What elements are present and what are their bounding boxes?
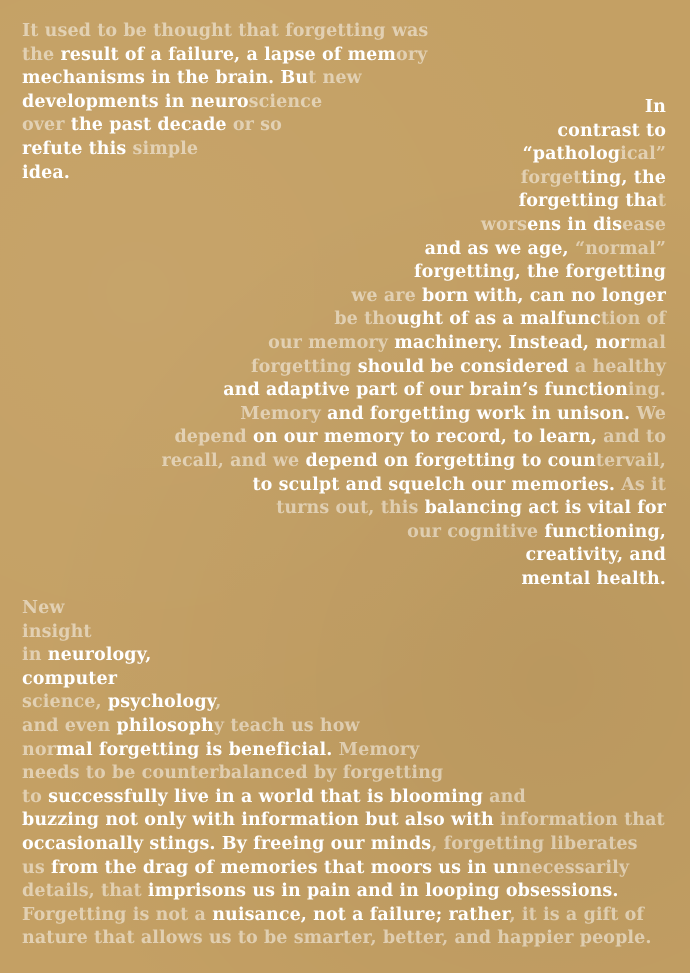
text-segment-bright: ting, the: [581, 167, 666, 188]
text-segment-bright: forgetting tha: [518, 191, 658, 212]
text-segment-faded: As it: [615, 474, 666, 495]
text-segment-bright: developments in neuro: [22, 91, 249, 112]
text-line: [146, 450, 666, 474]
text-segment-bright: successfully live in a world that is blooming: [48, 786, 483, 807]
text-segment-bright: should be considered: [357, 356, 575, 377]
text-line: [22, 715, 682, 739]
text-segment-faded: over: [22, 115, 71, 136]
text-segment-faded: recall, and we: [161, 450, 306, 471]
text-line: [22, 691, 682, 715]
text-line: [22, 20, 442, 44]
text-segment-bright: functioning,: [544, 521, 666, 542]
text-segment-faded: in: [22, 645, 48, 666]
paragraph-new-insight: [22, 597, 682, 951]
paragraph-normal-forgetting: [146, 96, 666, 591]
text-segment-bright: occasionally stings. By freeing our minds: [22, 833, 432, 854]
text-segment-faded: It used to be thought that forgetting was: [22, 21, 429, 41]
text-segment-faded: depend: [174, 427, 253, 448]
text-line: [146, 261, 666, 285]
text-segment-faded: wors: [480, 214, 528, 235]
text-segment-bright: buzzing not only with information but also with: [22, 810, 501, 831]
text-segment-faded: ease: [622, 214, 666, 235]
text-segment-bright: mal forgetting is beneficial.: [55, 739, 333, 760]
text-segment-faded: Memory: [332, 739, 420, 760]
text-line: [146, 308, 666, 332]
text-segment-bright: “patholog: [522, 144, 621, 165]
text-line: [22, 786, 682, 810]
text-segment-bright: ens in dis: [527, 214, 623, 235]
text-segment-faded: ing.: [627, 380, 666, 401]
text-segment-faded: t: [657, 191, 666, 212]
text-segment-bright: mental health.: [521, 568, 666, 589]
text-segment-bright: ught of as a malfunc: [396, 309, 601, 330]
text-segment-faded: information that: [500, 810, 665, 831]
text-segment-faded: y teach us how: [213, 715, 360, 736]
text-line: [22, 904, 682, 928]
text-line: [22, 762, 682, 786]
text-line: [146, 379, 666, 403]
text-line: [146, 96, 666, 120]
text-line: [22, 668, 682, 692]
text-segment-faded: the: [22, 44, 61, 65]
text-line: [22, 809, 682, 833]
text-line: [22, 44, 442, 68]
text-line: [146, 474, 666, 498]
text-segment-faded: tervail,: [595, 450, 666, 471]
text-segment-faded: we are: [351, 285, 423, 306]
text-segment-faded: turns out, this: [276, 498, 425, 519]
text-line: [22, 833, 682, 857]
text-segment-faded: our memory: [268, 332, 395, 353]
text-segment-faded: Memory: [240, 403, 328, 424]
text-line: [22, 644, 682, 668]
text-segment-bright: and as we age,: [424, 238, 575, 259]
text-segment-bright: In: [644, 97, 666, 117]
text-segment-faded: forget: [520, 167, 582, 188]
text-segment-faded: be tho: [334, 309, 397, 330]
text-segment-faded: “normal”: [574, 238, 666, 259]
text-segment-bright: and adaptive part of our brain’s function: [223, 380, 628, 401]
text-segment-faded: our cognitive: [407, 521, 545, 542]
text-segment-bright: born with, can no longer: [422, 285, 666, 306]
text-line: [146, 521, 666, 545]
text-segment-bright: on our memory to record, to learn,: [252, 427, 598, 448]
text-segment-bright: idea.: [22, 162, 70, 183]
text-segment-bright: mechanisms in the brain. Bu: [22, 68, 309, 89]
text-line: [22, 857, 682, 881]
text-segment-faded: and even: [22, 715, 117, 736]
text-segment-faded: ,: [215, 692, 222, 713]
text-line: [146, 403, 666, 427]
text-segment-bright: result of a failure, a lapse of mem: [60, 44, 397, 65]
text-line: [146, 167, 666, 191]
text-segment-faded: necessarily: [518, 857, 630, 878]
text-segment-faded: details, that: [22, 881, 148, 902]
text-line: [146, 190, 666, 214]
text-segment-faded: needs to be counterbalanced by forgetting: [22, 763, 444, 784]
text-segment-faded: Forgetting is not a: [22, 904, 213, 925]
text-segment-bright: refute this: [22, 138, 127, 159]
text-line: [146, 238, 666, 262]
text-line: [22, 621, 682, 645]
text-line: [146, 332, 666, 356]
text-segment-faded: ical”: [620, 144, 666, 165]
text-line: [22, 880, 682, 904]
text-line: [146, 356, 666, 380]
text-segment-faded: t new: [308, 68, 362, 89]
text-segment-faded: mal: [629, 332, 666, 353]
text-line: [146, 426, 666, 450]
text-line: [146, 497, 666, 521]
text-segment-faded: nor: [22, 739, 56, 760]
text-segment-faded: , forgetting liberates: [431, 833, 638, 854]
text-line: [22, 739, 682, 763]
text-line: [146, 544, 666, 568]
text-segment-bright: to sculpt and squelch our memories.: [252, 474, 616, 495]
text-segment-faded: and: [482, 786, 526, 807]
text-line: [146, 143, 666, 167]
text-segment-faded: tion of: [600, 309, 666, 330]
text-segment-bright: depend on forgetting to coun: [305, 450, 596, 471]
text-segment-faded: New: [22, 598, 65, 618]
text-segment-bright: balancing act is vital for: [424, 498, 666, 519]
text-segment-bright: and forgetting work in unison.: [327, 403, 637, 424]
text-segment-bright: computer: [22, 668, 118, 689]
text-line: [146, 120, 666, 144]
text-line: [22, 67, 442, 91]
text-segment-faded: forgetting: [250, 356, 358, 377]
text-segment-bright: imprisons us in pain and in looping obsessions.: [147, 881, 619, 902]
text-segment-bright: nuisance, not a failure; rather: [212, 904, 510, 925]
text-segment-faded: , it is a gift of: [509, 904, 645, 925]
text-segment-faded: We: [636, 403, 666, 424]
text-segment-bright: neurology,: [47, 645, 152, 666]
text-line: [146, 214, 666, 238]
text-line: [22, 927, 682, 951]
text-segment-faded: science: [248, 91, 323, 112]
text-segment-faded: insight: [22, 621, 92, 642]
text-segment-bright: the past decade: [70, 115, 227, 136]
text-segment-bright: forgetting, the forgetting: [414, 262, 666, 283]
text-segment-bright: from the drag of memories that moors us in un: [50, 857, 519, 878]
text-segment-bright: machinery. Instead, nor: [394, 332, 630, 353]
text-line: [146, 568, 666, 592]
text-segment-faded: or so: [226, 115, 282, 136]
text-segment-bright: contrast to: [557, 120, 666, 141]
text-segment-faded: simple: [126, 138, 199, 159]
text-segment-bright: philosoph: [116, 715, 214, 736]
text-segment-bright: psychology: [107, 692, 216, 713]
text-line: [22, 597, 682, 621]
text-segment-faded: science,: [22, 692, 108, 713]
text-segment-faded: and to: [597, 427, 666, 448]
text-line: [146, 285, 666, 309]
text-segment-faded: to: [22, 786, 49, 807]
text-segment-faded: us: [22, 857, 51, 878]
text-segment-faded: nature that allows us to be smarter, better, and happier people.: [22, 928, 652, 949]
text-segment-bright: creativity, and: [525, 545, 666, 566]
text-segment-faded: a healthy: [574, 356, 666, 377]
text-segment-faded: ory: [396, 44, 428, 65]
